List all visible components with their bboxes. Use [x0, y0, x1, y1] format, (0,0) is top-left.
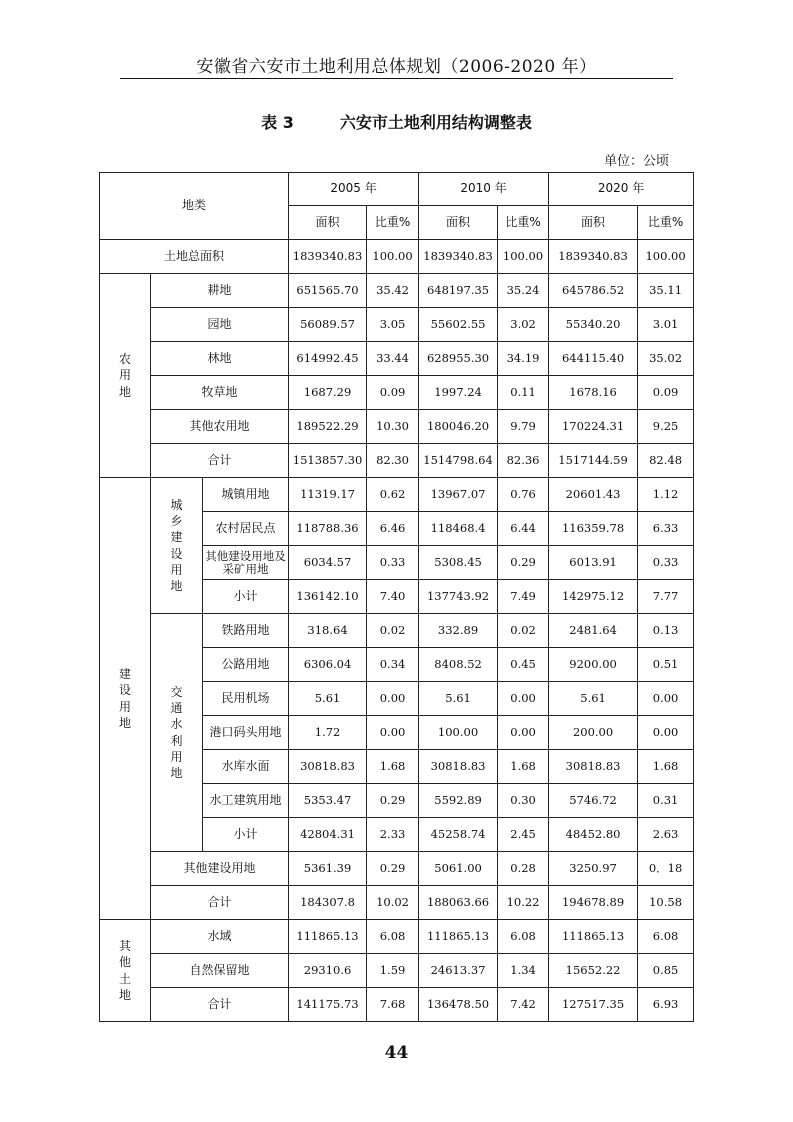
ratio-value: 7.49	[498, 580, 549, 614]
area-value: 5308.45	[419, 546, 498, 580]
row-label: 民用机场	[203, 682, 289, 716]
ratio-value: 34.19	[498, 342, 549, 376]
ratio-value: 0.28	[498, 852, 549, 886]
area-value: 1514798.64	[419, 444, 498, 478]
ratio-value: 0.11	[498, 376, 549, 410]
ratio-value: 2.33	[367, 818, 419, 852]
area-value: 111865.13	[289, 920, 367, 954]
ratio-value: 7.77	[638, 580, 694, 614]
table-title-text: 六安市土地利用结构调整表	[339, 113, 532, 132]
area-value: 48452.80	[549, 818, 638, 852]
ratio-value: 35.24	[498, 274, 549, 308]
ratio-value: 0.29	[367, 852, 419, 886]
area-value: 184307.8	[289, 886, 367, 920]
ratio-value: 0.02	[498, 614, 549, 648]
area-value: 5.61	[549, 682, 638, 716]
table-row	[100, 240, 694, 274]
ratio-value: 1.12	[638, 478, 694, 512]
ratio-value: 0.02	[367, 614, 419, 648]
group-agri-label: 农用地	[119, 352, 132, 399]
ratio-value: 10.58	[638, 886, 694, 920]
table-row	[100, 886, 694, 920]
area-value: 8408.52	[419, 648, 498, 682]
area-value: 111865.13	[549, 920, 638, 954]
ratio-value: 0.00	[367, 716, 419, 750]
table-row	[100, 988, 694, 1022]
area-value: 6013.91	[549, 546, 638, 580]
col-header-year-2005: 2005 年	[289, 173, 419, 206]
group-other-label: 其他土地	[119, 939, 132, 1002]
col-header-ratio: 比重%	[498, 206, 549, 240]
area-value: 11319.17	[289, 478, 367, 512]
ratio-value: 6.33	[638, 512, 694, 546]
unit-label: 单位：公顷	[603, 154, 669, 169]
ratio-value: 1.68	[367, 750, 419, 784]
ratio-value: 10.22	[498, 886, 549, 920]
table-row	[100, 342, 694, 376]
ratio-value: 35.02	[638, 342, 694, 376]
row-label: 水库水面	[203, 750, 289, 784]
row-label: 耕地	[151, 274, 289, 308]
ratio-value: 35.11	[638, 274, 694, 308]
ratio-value: 6.46	[367, 512, 419, 546]
row-label: 土地总面积	[100, 240, 289, 274]
row-label: 其他农用地	[151, 410, 289, 444]
table-number: 表 3	[261, 113, 294, 132]
row-label: 林地	[151, 342, 289, 376]
row-label: 城镇用地	[203, 478, 289, 512]
ratio-value: 10.02	[367, 886, 419, 920]
table-row	[100, 376, 694, 410]
ratio-value: 6.08	[498, 920, 549, 954]
ratio-value: 100.00	[367, 240, 419, 274]
area-value: 15652.22	[549, 954, 638, 988]
subgroup-urban-rural-label: 城乡建设用地	[170, 497, 183, 593]
land-use-structure-table	[99, 172, 694, 1022]
area-value: 127517.35	[549, 988, 638, 1022]
row-label: 其他建设用地及采矿用地	[203, 546, 289, 580]
ratio-value: 0.29	[498, 546, 549, 580]
subgroup-transport	[151, 614, 203, 852]
ratio-value: 0.76	[498, 478, 549, 512]
ratio-value: 0.33	[367, 546, 419, 580]
ratio-value: 0.09	[638, 376, 694, 410]
area-value: 1839340.83	[419, 240, 498, 274]
area-value: 648197.35	[419, 274, 498, 308]
area-value: 118788.36	[289, 512, 367, 546]
area-value: 5592.89	[419, 784, 498, 818]
group-other	[100, 920, 151, 1022]
area-value: 42804.31	[289, 818, 367, 852]
ratio-value: 0.45	[498, 648, 549, 682]
row-label: 港口码头用地	[203, 716, 289, 750]
area-value: 136478.50	[419, 988, 498, 1022]
ratio-value: 35.42	[367, 274, 419, 308]
header-row-years	[100, 173, 694, 206]
area-value: 1513857.30	[289, 444, 367, 478]
area-value: 614992.45	[289, 342, 367, 376]
area-value: 1687.29	[289, 376, 367, 410]
ratio-value: 6.08	[638, 920, 694, 954]
table-row	[100, 410, 694, 444]
group-construction	[100, 478, 151, 920]
area-value: 2481.64	[549, 614, 638, 648]
ratio-value: 0.13	[638, 614, 694, 648]
area-value: 29310.6	[289, 954, 367, 988]
group-construction-label: 建设用地	[119, 667, 132, 730]
subgroup-urban-rural	[151, 478, 203, 614]
area-value: 1517144.59	[549, 444, 638, 478]
table-row	[100, 920, 694, 954]
area-value: 5353.47	[289, 784, 367, 818]
area-value: 20601.43	[549, 478, 638, 512]
area-value: 30818.83	[289, 750, 367, 784]
ratio-value: 100.00	[498, 240, 549, 274]
ratio-value: 0.00	[638, 682, 694, 716]
ratio-value: 0.30	[498, 784, 549, 818]
row-label: 公路用地	[203, 648, 289, 682]
ratio-value: 0.00	[638, 716, 694, 750]
ratio-value: 1.68	[638, 750, 694, 784]
ratio-value: 0.62	[367, 478, 419, 512]
ratio-value: 0.00	[367, 682, 419, 716]
area-value: 13967.07	[419, 478, 498, 512]
area-value: 318.64	[289, 614, 367, 648]
row-label: 农村居民点	[203, 512, 289, 546]
col-header-year-2010: 2010 年	[419, 173, 549, 206]
row-label: 合计	[151, 444, 289, 478]
area-value: 3250.97	[549, 852, 638, 886]
table-title	[150, 110, 643, 133]
ratio-value: 0.34	[367, 648, 419, 682]
row-label: 自然保留地	[151, 954, 289, 988]
table-row	[100, 308, 694, 342]
table-row	[100, 478, 694, 512]
area-value: 6306.04	[289, 648, 367, 682]
area-value: 30818.83	[419, 750, 498, 784]
area-value: 141175.73	[289, 988, 367, 1022]
table-row	[100, 852, 694, 886]
row-label: 合计	[151, 988, 289, 1022]
table-body	[100, 173, 694, 1022]
ratio-value: 0.00	[498, 716, 549, 750]
area-value: 5061.00	[419, 852, 498, 886]
area-value: 5.61	[419, 682, 498, 716]
row-label: 水工建筑用地	[203, 784, 289, 818]
col-header-land-type: 地类	[100, 173, 289, 240]
row-label: 水域	[151, 920, 289, 954]
area-value: 24613.37	[419, 954, 498, 988]
page-number: 44	[384, 1043, 409, 1063]
col-header-year-2020: 2020 年	[549, 173, 694, 206]
ratio-value: 82.30	[367, 444, 419, 478]
ratio-value: 0.29	[367, 784, 419, 818]
row-label: 合计	[151, 886, 289, 920]
area-value: 628955.30	[419, 342, 498, 376]
area-value: 644115.40	[549, 342, 638, 376]
subgroup-transport-label: 交通水利用地	[170, 684, 183, 780]
area-value: 142975.12	[549, 580, 638, 614]
area-value: 1997.24	[419, 376, 498, 410]
area-value: 5.61	[289, 682, 367, 716]
table-row	[100, 444, 694, 478]
ratio-value: 1.59	[367, 954, 419, 988]
ratio-value: 0.31	[638, 784, 694, 818]
area-value: 56089.57	[289, 308, 367, 342]
ratio-value: 9.79	[498, 410, 549, 444]
running-header: 安徽省六安市土地利用总体规划（2006-2020 年）	[196, 57, 597, 77]
area-value: 651565.70	[289, 274, 367, 308]
ratio-value: 1.68	[498, 750, 549, 784]
ratio-value: 82.48	[638, 444, 694, 478]
area-value: 1.72	[289, 716, 367, 750]
ratio-value: 0.85	[638, 954, 694, 988]
ratio-value: 100.00	[638, 240, 694, 274]
header-rule	[120, 78, 673, 79]
ratio-value: 0.51	[638, 648, 694, 682]
area-value: 5746.72	[549, 784, 638, 818]
col-header-ratio: 比重%	[638, 206, 694, 240]
area-value: 332.89	[419, 614, 498, 648]
col-header-ratio: 比重%	[367, 206, 419, 240]
ratio-value: 3.01	[638, 308, 694, 342]
ratio-value: 0.33	[638, 546, 694, 580]
ratio-value: 7.42	[498, 988, 549, 1022]
ratio-value: 9.25	[638, 410, 694, 444]
ratio-value: 6.44	[498, 512, 549, 546]
ratio-value: 6.08	[367, 920, 419, 954]
ratio-value: 2.63	[638, 818, 694, 852]
area-value: 194678.89	[549, 886, 638, 920]
area-value: 55602.55	[419, 308, 498, 342]
ratio-value: 82.36	[498, 444, 549, 478]
area-value: 136142.10	[289, 580, 367, 614]
ratio-value: 6.93	[638, 988, 694, 1022]
area-value: 5361.39	[289, 852, 367, 886]
col-header-area: 面积	[419, 206, 498, 240]
area-value: 189522.29	[289, 410, 367, 444]
area-value: 137743.92	[419, 580, 498, 614]
ratio-value: 0.00	[498, 682, 549, 716]
area-value: 116359.78	[549, 512, 638, 546]
area-value: 200.00	[549, 716, 638, 750]
ratio-value: 10.30	[367, 410, 419, 444]
area-value: 100.00	[419, 716, 498, 750]
row-label: 小计	[203, 818, 289, 852]
ratio-value: 2.45	[498, 818, 549, 852]
area-value: 1839340.83	[289, 240, 367, 274]
area-value: 1839340.83	[549, 240, 638, 274]
row-label: 小计	[203, 580, 289, 614]
area-value: 9200.00	[549, 648, 638, 682]
area-value: 111865.13	[419, 920, 498, 954]
row-label: 园地	[151, 308, 289, 342]
area-value: 1678.16	[549, 376, 638, 410]
row-label: 其他建设用地	[151, 852, 289, 886]
area-value: 180046.20	[419, 410, 498, 444]
ratio-value: 3.02	[498, 308, 549, 342]
table-row	[100, 614, 694, 648]
area-value: 6034.57	[289, 546, 367, 580]
ratio-value: 1.34	[498, 954, 549, 988]
table-row	[100, 954, 694, 988]
area-value: 45258.74	[419, 818, 498, 852]
group-agri	[100, 274, 151, 478]
ratio-value: 0．18	[638, 852, 694, 886]
ratio-value: 33.44	[367, 342, 419, 376]
area-value: 170224.31	[549, 410, 638, 444]
ratio-value: 7.40	[367, 580, 419, 614]
area-value: 645786.52	[549, 274, 638, 308]
area-value: 188063.66	[419, 886, 498, 920]
col-header-area: 面积	[549, 206, 638, 240]
table-row	[100, 274, 694, 308]
ratio-value: 7.68	[367, 988, 419, 1022]
row-label: 牧草地	[151, 376, 289, 410]
col-header-area: 面积	[289, 206, 367, 240]
area-value: 55340.20	[549, 308, 638, 342]
row-label: 铁路用地	[203, 614, 289, 648]
area-value: 30818.83	[549, 750, 638, 784]
ratio-value: 0.09	[367, 376, 419, 410]
ratio-value: 3.05	[367, 308, 419, 342]
area-value: 118468.4	[419, 512, 498, 546]
